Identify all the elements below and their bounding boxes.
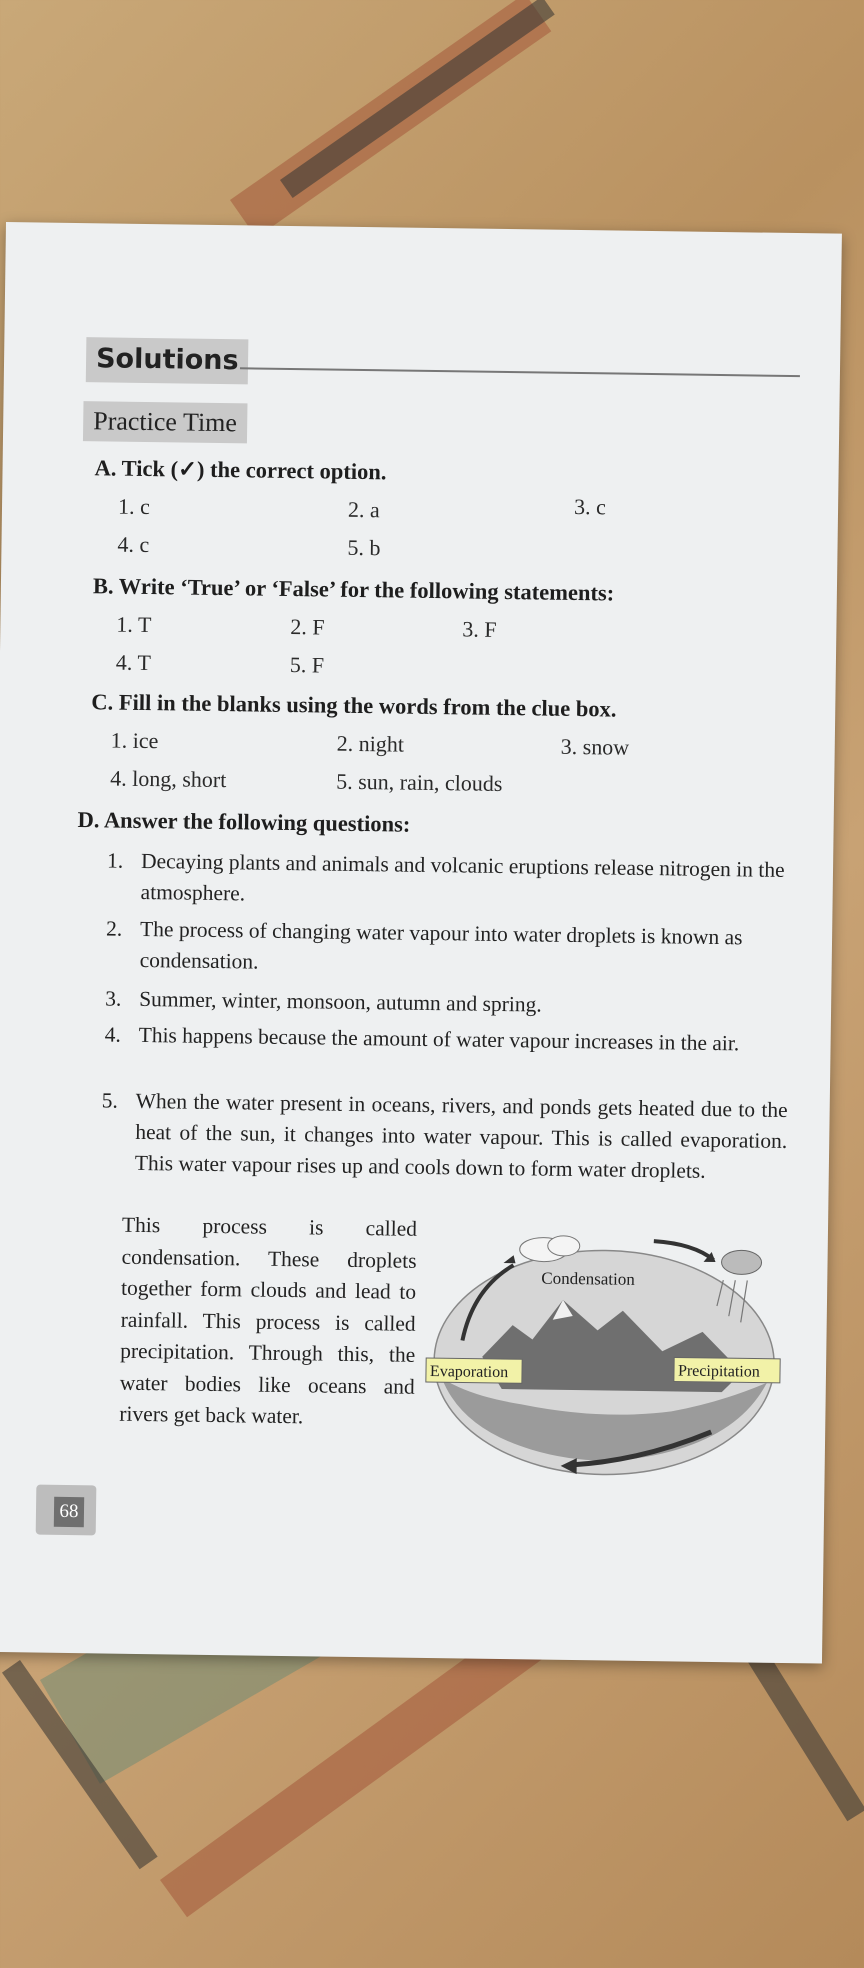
answer-item: 4. long, short (110, 765, 227, 793)
floor-stripe (280, 0, 555, 198)
answer-item: 2. a (347, 496, 380, 523)
subsection-title: Practice Time (83, 401, 247, 443)
answer-item: 3. c (573, 493, 607, 520)
section-c-heading: C. Fill in the blanks using the words from the clue box. (91, 689, 617, 722)
page-number-badge (36, 1485, 97, 1536)
answer-text: This happens because the amount of water vapour increases in the air. (138, 1022, 740, 1056)
answer-paragraph (104, 1020, 788, 1060)
answer-item: 5. F (289, 652, 325, 678)
evaporation-label: Evaporation (429, 1363, 509, 1382)
section-b-heading: B. Write ‘True’ or ‘False’ for the following statements: (92, 573, 615, 606)
water-cycle-diagram (421, 1228, 788, 1483)
answer-paragraph (105, 984, 789, 1024)
precipitation-label: Precipitation (677, 1362, 760, 1381)
answer-item: 5. b (347, 534, 381, 561)
answer-item: 5. sun, rain, clouds (336, 768, 503, 796)
condensation-label: Condensation (541, 1268, 635, 1289)
answer-number: 5. (101, 1088, 119, 1113)
floor-stripe (741, 1640, 864, 1821)
answer-item: 1. T (116, 611, 152, 638)
title-rule (240, 367, 800, 377)
page-number: 68 (54, 1497, 84, 1527)
answer-item: 4. T (115, 649, 152, 676)
answer-text: When the water present in oceans, rivers, and ponds gets heated due to the heat of the sun, it changes into water vapour. This is called evaporation. This water vapour rises up and cools down to form water droplets. (134, 1088, 788, 1183)
answer-item: 3. F (462, 616, 497, 642)
answer-number: 2. (105, 916, 123, 941)
answer-text: The process of changing water vapour into water droplets is known as condensation. (139, 916, 743, 974)
answer-item: 2. night (336, 730, 405, 757)
answer-number: 1. (106, 848, 124, 873)
textbook-page (0, 222, 842, 1664)
answer-paragraph (101, 1086, 788, 1188)
answer-item: 1. c (117, 493, 150, 520)
section-d-heading: D. Answer the following questions: (77, 807, 411, 837)
answer-paragraph (105, 914, 790, 985)
answer-paragraph (106, 846, 791, 917)
answer-text: Decaying plants and animals and volcanic eruptions release nitrogen in the atmosphere. (140, 848, 785, 906)
answer-item: 4. c (117, 531, 150, 558)
answer-number: 4. (104, 1022, 121, 1047)
answer-continuation: This process is called condensation. These droplets together form clouds and lead to rainfall. This process is called precipitation. Through this, the water bodies like oceans and rivers get back water. (119, 1212, 418, 1429)
answer-item: 2. F (290, 614, 325, 640)
answer-text: Summer, winter, monsoon, autumn and spring. (138, 986, 542, 1017)
answer-number: 3. (105, 986, 122, 1011)
answer-item: 1. ice (110, 727, 159, 754)
section-title: Solutions (86, 337, 249, 384)
section-a-heading: A. Tick (✓) the correct option. (94, 455, 387, 485)
answer-item: 3. snow (560, 733, 630, 760)
